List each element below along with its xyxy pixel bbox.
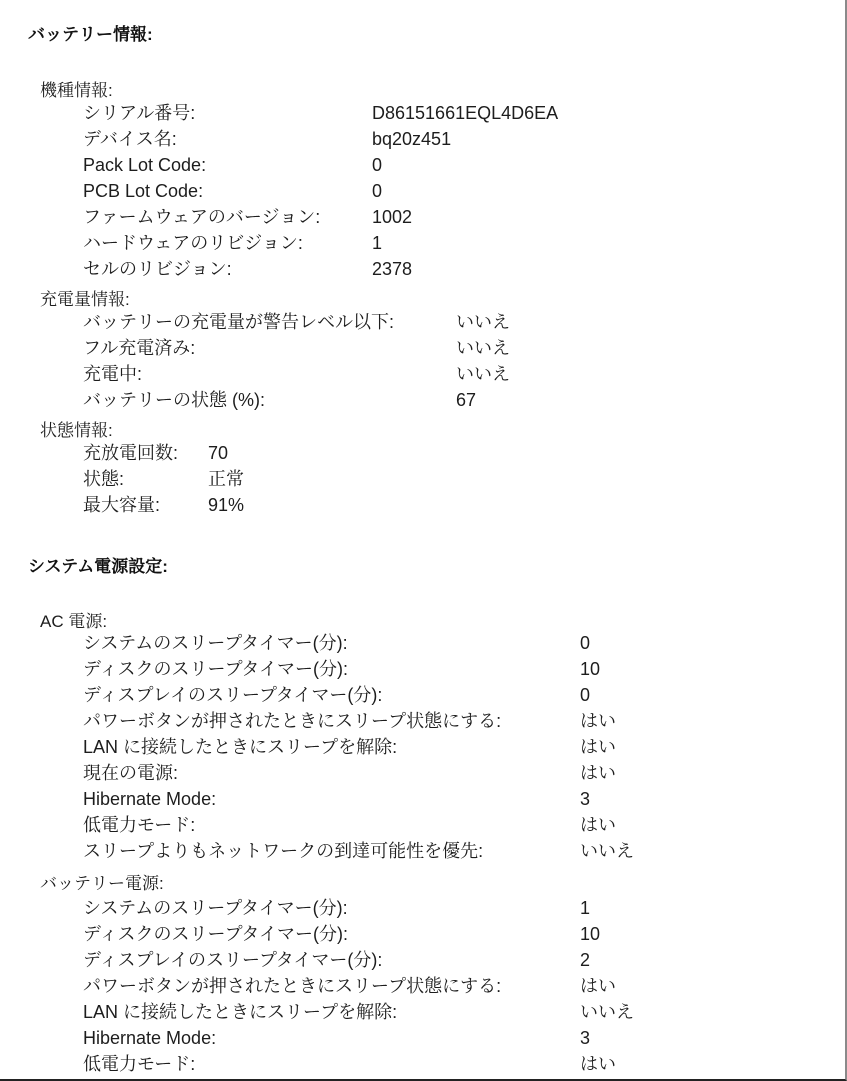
batt-power-button-sleep-value: はい: [580, 976, 616, 996]
batt-display-sleep-value: 2: [580, 950, 591, 970]
cell-revision-label: セルのリビジョン:: [83, 259, 232, 279]
batt-system-sleep-label: システムのスリープタイマー(分):: [83, 898, 348, 918]
ac-disk-sleep-label: ディスクのスリープタイマー(分):: [83, 659, 349, 679]
fully-charged-label: フル充電済み:: [83, 338, 196, 358]
charge-info-heading: 充電量情報:: [40, 290, 130, 309]
max-capacity-label: 最大容量:: [83, 495, 161, 515]
condition-label: 状態:: [83, 469, 125, 489]
power-settings-title: システム電源設定:: [28, 557, 168, 576]
ac-hibernate-mode-label: Hibernate Mode:: [83, 789, 217, 809]
pcb-lot-code-label: PCB Lot Code:: [83, 181, 204, 201]
below-warning-value: いいえ: [456, 312, 510, 332]
device-name-value: bq20z451: [372, 129, 452, 149]
batt-disk-sleep-label: ディスクのスリープタイマー(分):: [83, 924, 349, 944]
batt-power-button-sleep-label: パワーボタンが押されたときにスリープ状態にする:: [83, 976, 502, 996]
ac-current-source-value: はい: [580, 763, 616, 783]
ac-low-power-mode-label: 低電力モード:: [83, 815, 196, 835]
ac-network-priority-value: いいえ: [580, 841, 634, 861]
ac-hibernate-mode-value: 3: [580, 789, 591, 809]
max-capacity-value: 91%: [208, 495, 245, 515]
ac-power-heading: AC 電源:: [40, 612, 108, 631]
batt-low-power-mode-label: 低電力モード:: [83, 1054, 196, 1074]
charging-label: 充電中:: [83, 364, 143, 384]
ac-system-sleep-value: 0: [580, 633, 591, 653]
ac-low-power-mode-value: はい: [580, 815, 616, 835]
ac-system-sleep-label: システムのスリープタイマー(分):: [83, 633, 348, 653]
ac-power-button-sleep-value: はい: [580, 711, 616, 731]
cell-revision-value: 2378: [372, 259, 413, 279]
ac-wake-on-lan-value: はい: [580, 737, 616, 757]
device-name-label: デバイス名:: [83, 129, 177, 149]
serial-number-value: D86151661EQL4D6EA: [372, 103, 559, 123]
firmware-version-label: ファームウェアのバージョン:: [83, 207, 321, 227]
state-of-charge-value: 67: [456, 390, 477, 410]
battery-power-heading: バッテリー電源:: [40, 874, 164, 893]
batt-display-sleep-label: ディスプレイのスリープタイマー(分):: [83, 950, 383, 970]
battery-info-title: バッテリー情報:: [28, 25, 153, 44]
batt-disk-sleep-value: 10: [580, 924, 601, 944]
hardware-revision-label: ハードウェアのリビジョン:: [83, 233, 303, 253]
batt-wake-on-lan-label: LAN に接続したときにスリープを解除:: [83, 1002, 398, 1022]
pack-lot-code-value: 0: [372, 155, 383, 175]
ac-power-button-sleep-label: パワーボタンが押されたときにスリープ状態にする:: [83, 711, 502, 731]
batt-low-power-mode-value: はい: [580, 1054, 616, 1074]
ac-display-sleep-label: ディスプレイのスリープタイマー(分):: [83, 685, 383, 705]
batt-hibernate-mode-value: 3: [580, 1028, 591, 1048]
below-warning-label: バッテリーの充電量が警告レベル以下:: [83, 312, 394, 332]
pcb-lot-code-value: 0: [372, 181, 383, 201]
firmware-version-value: 1002: [372, 207, 413, 227]
ac-disk-sleep-value: 10: [580, 659, 601, 679]
state-of-charge-label: バッテリーの状態 (%):: [83, 390, 265, 410]
model-info-heading: 機種情報:: [40, 81, 113, 100]
batt-hibernate-mode-label: Hibernate Mode:: [83, 1028, 217, 1048]
health-info-heading: 状態情報:: [40, 421, 113, 440]
batt-wake-on-lan-value: いいえ: [580, 1002, 634, 1022]
hardware-revision-value: 1: [372, 233, 383, 253]
pack-lot-code-label: Pack Lot Code:: [83, 155, 207, 175]
condition-value: 正常: [208, 469, 244, 489]
ac-wake-on-lan-label: LAN に接続したときにスリープを解除:: [83, 737, 398, 757]
ac-network-priority-label: スリープよりもネットワークの到達可能性を優先:: [83, 841, 484, 861]
ac-display-sleep-value: 0: [580, 685, 591, 705]
cycle-count-label: 充放電回数:: [83, 443, 179, 463]
batt-system-sleep-value: 1: [580, 898, 591, 918]
charging-value: いいえ: [456, 364, 510, 384]
cycle-count-value: 70: [208, 443, 229, 463]
serial-number-label: シリアル番号:: [83, 103, 196, 123]
fully-charged-value: いいえ: [456, 338, 510, 358]
ac-current-source-label: 現在の電源:: [83, 763, 179, 783]
